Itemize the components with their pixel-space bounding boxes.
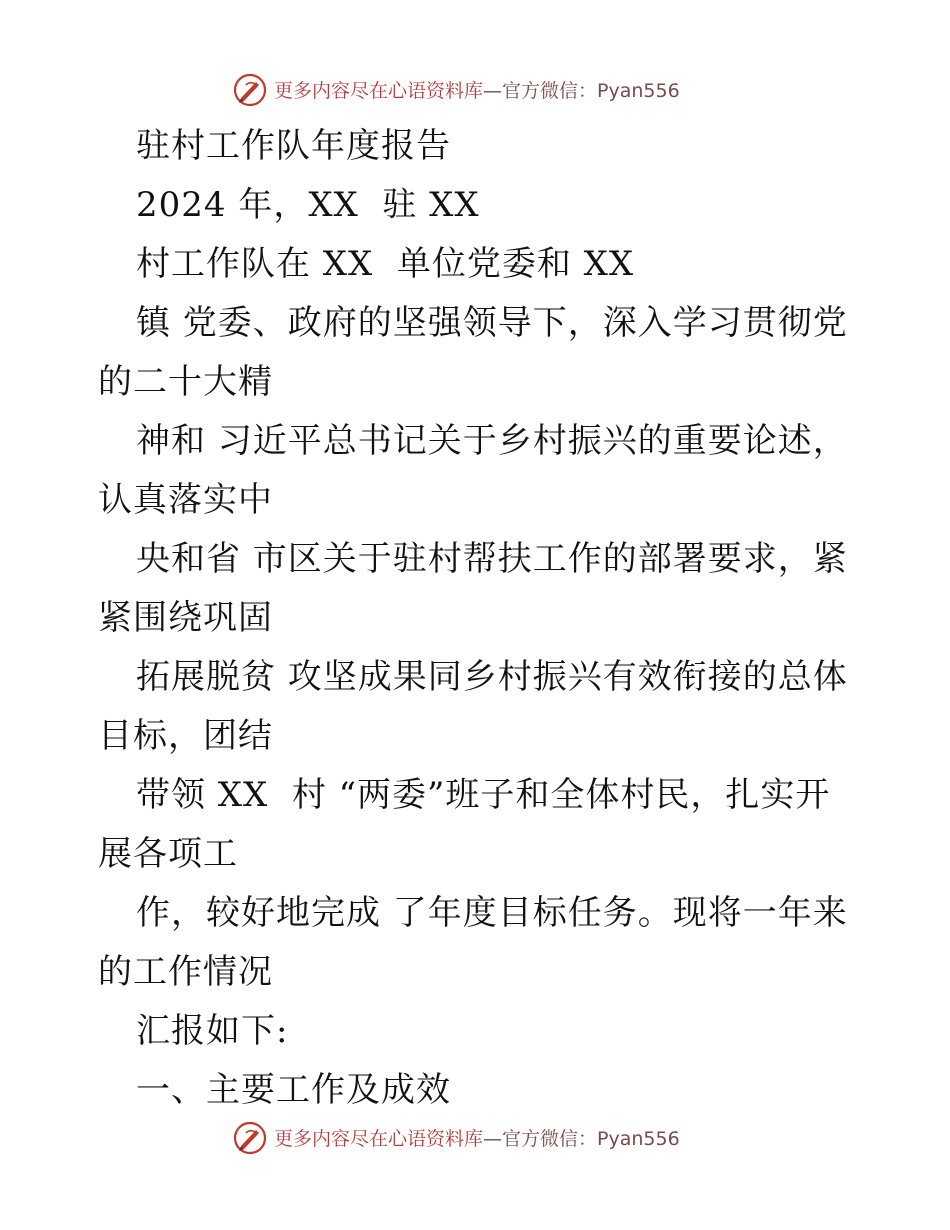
banner-separator: — [483,80,503,102]
paragraph-line: 神和 习近平总书记关于乡村振兴的重要论述， [136,421,848,461]
pen-logo-icon [232,1120,268,1156]
banner-main-text: 更多内容尽在心语资料库 [274,1128,484,1150]
document-title: 驻村工作队年度报告 [136,126,451,166]
paragraph-line: 目标，团结 [98,716,273,756]
paragraph-line: 村工作队在 XX 单位党委和 XX [136,244,635,284]
paragraph-line: 认真落实中 [98,480,273,520]
paragraph-line: 的工作情况 [98,952,273,992]
banner-separator: — [483,1128,503,1150]
section-heading: 一、主要工作及成效 [136,1070,451,1110]
paragraph-line: 镇 党委、政府的坚强领导下，深入学习贯彻党 [136,303,848,343]
paragraph-line: 汇报如下: [136,1011,289,1051]
banner-contact-text: 官方微信：Pyan556 [502,80,680,102]
banner-contact-text: 官方微信：Pyan556 [502,1128,680,1150]
paragraph-line: 展各项工 [98,834,238,874]
banner-main-text: 更多内容尽在心语资料库 [274,80,484,102]
paragraph-line: 的二十大精 [98,362,273,402]
paragraph-line: 紧围绕巩固 [98,598,273,638]
paragraph-line: 作，较好地完成 了年度目标任务。现将一年来 [136,893,848,933]
footer-banner [0,1120,950,1160]
paragraph-line: 带领 XX 村 “两委”班子和全体村民，扎实开 [136,775,831,815]
banner-text [274,1126,680,1152]
paragraph-line: 拓展脱贫 攻坚成果同乡村振兴有效衔接的总体 [136,657,848,697]
paragraph-line: 2024 年，XX 驻 XX [136,185,480,225]
paragraph-line: 央和省 市区关于驻村帮扶工作的部署要求，紧 [136,539,848,579]
